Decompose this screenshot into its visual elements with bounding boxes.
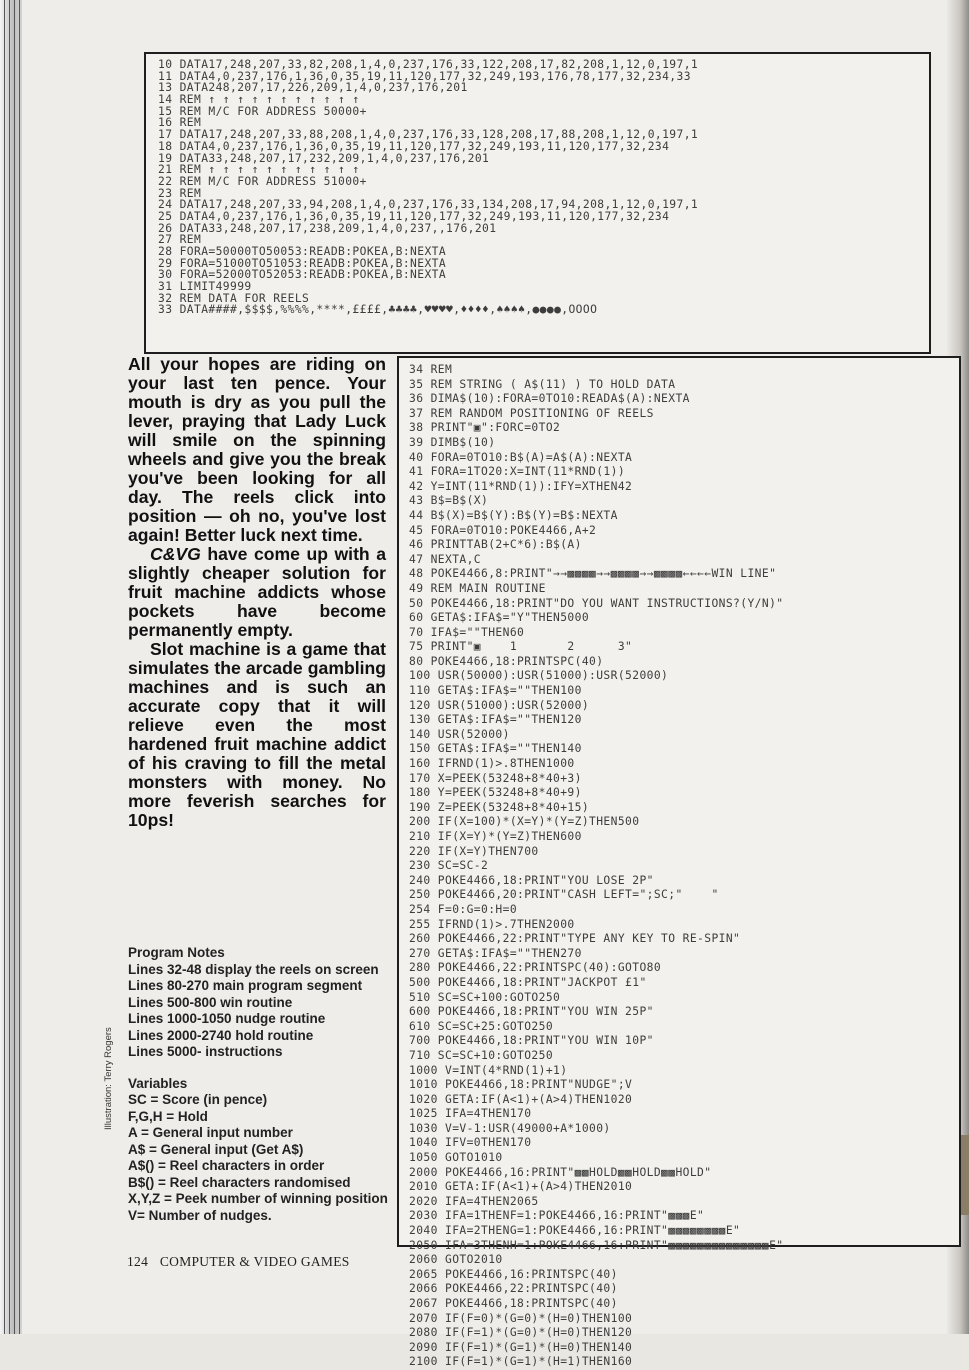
code-line: 32 REM DATA FOR REELS xyxy=(158,292,310,305)
code-block-top xyxy=(158,59,921,316)
variable-line: B$() = Reel characters randomised xyxy=(128,1174,351,1190)
variables-heading: Variables xyxy=(128,1075,188,1091)
code-line: 2060 GOTO2010 xyxy=(409,1253,503,1267)
code-line: 48 POKE4466,8:PRINT"→→▩▩▩▩→→▩▩▩▩→→▩▩▩▩←←←←WIN LINE" xyxy=(409,567,777,581)
code-line: 1000 V=INT(4*RND(1)+1) xyxy=(409,1063,568,1077)
code-line: 39 DIMB$(10) xyxy=(409,435,496,449)
intro-paragraph-1: All your hopes are riding on your last ten pence. Your mouth is dry as you pull the lever, praying that Lady Luck will smile on the spinning wheels and give you the break you've been looking for all day. The reels click into position — oh no, you've lost again! Better luck next time. xyxy=(128,354,386,545)
code-line: 190 Z=PEEK(53248+8*40+15) xyxy=(409,800,590,814)
code-line: 23 REM xyxy=(158,187,202,200)
code-line: 25 DATA4,0,237,176,1,36,0,35,19,11,120,177,32,249,193,11,120,177,32,234 xyxy=(158,210,670,223)
program-notes-list xyxy=(128,962,390,1061)
code-line: 75 PRINT"▣ 1 2 3" xyxy=(409,640,633,654)
code-line: 1050 GOTO1010 xyxy=(409,1151,503,1165)
code-line: 18 DATA4,0,237,176,1,36,0,35,19,11,120,177,32,249,193,11,120,177,32,234 xyxy=(158,140,670,153)
code-line: 43 B$=B$(X) xyxy=(409,494,489,508)
code-line: 255 IFRND(1)>.7THEN2000 xyxy=(409,917,575,931)
spine-line xyxy=(4,0,5,1334)
code-line: 150 GETA$:IFA$=""THEN140 xyxy=(409,742,582,756)
code-line: 510 SC=SC+100:GOTO250 xyxy=(409,990,561,1004)
variable-line: A = General input number xyxy=(128,1125,293,1140)
code-line: 600 POKE4466,18:PRINT"YOU WIN 25P" xyxy=(409,1005,654,1019)
code-line: 160 IFRND(1)>.8THEN1000 xyxy=(409,757,575,771)
program-note-line: Lines 5000- instructions xyxy=(128,1044,283,1059)
code-line: 2020 IFA=4THEN2065 xyxy=(409,1194,539,1208)
code-line: 10 DATA17,248,207,33,82,208,1,4,0,237,176,33,122,208,17,82,208,1,12,0,197,1 xyxy=(158,59,699,71)
code-line: 220 IF(X=Y)THEN700 xyxy=(409,844,539,858)
magazine-name: COMPUTER & VIDEO GAMES xyxy=(159,1254,350,1269)
spine-line xyxy=(9,0,10,1334)
code-line: 500 POKE4466,18:PRINT"JACKPOT £1" xyxy=(409,975,647,989)
code-line: 120 USR(51000):USR(52000) xyxy=(409,698,590,712)
variables-list xyxy=(128,1092,390,1224)
code-line: 170 X=PEEK(53248+8*40+3) xyxy=(409,771,582,785)
program-note-line: Lines 500-800 win routine xyxy=(128,994,293,1010)
code-line: 140 USR(52000) xyxy=(409,727,510,741)
intro-paragraph-2-text: have come up with a slightly cheaper solution for fruit machine addicts whose pockets have become permanently empty. xyxy=(128,544,386,640)
code-line: 41 FORA=1TO20:X=INT(11*RND(1)) xyxy=(409,465,626,479)
code-line: 2070 IF(F=0)*(G=0)*(H=0)THEN100 xyxy=(409,1311,633,1325)
code-line: 34 REM xyxy=(409,363,453,376)
code-line: 280 POKE4466,22:PRINTSPC(40):GOTO80 xyxy=(409,961,662,975)
page-number: 124 xyxy=(127,1254,149,1269)
code-line: 36 DIMA$(10):FORA=0TO10:READA$(A):NEXTA xyxy=(409,392,690,406)
code-line: 60 GETA$:IFA$="Y"THEN5000 xyxy=(409,611,590,625)
spine-line xyxy=(19,0,20,1334)
code-line: 100 USR(50000):USR(51000):USR(52000) xyxy=(409,669,669,683)
code-line: 28 FORA=50000TO50053:READB:POKEA,B:NEXTA xyxy=(158,246,447,258)
code-line: 14 REM ↑ ↑ ↑ ↑ ↑ ↑ ↑ ↑ ↑ ↑ ↑ xyxy=(158,94,360,106)
code-line: 49 REM MAIN ROUTINE xyxy=(409,581,546,595)
code-line: 13 DATA248,207,17,226,209,1,4,0,237,176,201 xyxy=(158,82,468,95)
code-line: 1040 IFV=0THEN170 xyxy=(409,1136,532,1150)
code-line: 70 IFA$=""THEN60 xyxy=(409,625,525,639)
page-spine xyxy=(0,0,22,1334)
illustration-credit: Illustration: Terry Rogers xyxy=(103,1027,114,1130)
intro-paragraph-3: Slot machine is a game that simulates the arcade gambling machines and is such an accurate copy that it will relieve even the most hardened fruit machine addict of his craving to fill the metal monsters with money. No more feverish searches for 10ps! xyxy=(128,639,386,830)
code-line: 42 Y=INT(11*RND(1)):IFY=XTHEN42 xyxy=(409,479,633,493)
code-line: 35 REM STRING ( A$(11) ) TO HOLD DATA xyxy=(409,377,676,391)
code-line: 15 REM M/C FOR ADDRESS 50000+ xyxy=(158,105,367,118)
code-line: 27 REM xyxy=(158,234,202,246)
code-line: 260 POKE4466,22:PRINT"TYPE ANY KEY TO RE-SPIN" xyxy=(409,932,741,946)
code-line: 1030 V=V-1:USR(49000+A*1000) xyxy=(409,1121,611,1135)
code-line: 610 SC=SC+25:GOTO250 xyxy=(409,1019,554,1033)
code-line: 11 DATA4,0,237,176,1,36,0,35,19,11,120,177,32,249,193,176,78,177,32,234,33 xyxy=(158,70,691,83)
variable-line: SC = Score (in pence) xyxy=(128,1092,268,1107)
variable-line: V= Number of nudges. xyxy=(128,1207,272,1223)
variable-line: A$() = Reel characters in order xyxy=(128,1158,325,1173)
code-line: 37 REM RANDOM POSITIONING OF REELS xyxy=(409,406,654,420)
code-line: 30 FORA=52000TO52053:READB:POKEA,B:NEXTA xyxy=(158,269,447,282)
code-line: 47 NEXTA,C xyxy=(409,552,482,566)
code-line: 2000 POKE4466,16:PRINT"▩▩HOLD▩▩HOLD▩▩HOLD" xyxy=(409,1165,712,1179)
code-line: 22 REM M/C FOR ADDRESS 51000+ xyxy=(158,175,367,188)
variable-line: A$ = General input (Get A$) xyxy=(128,1141,304,1157)
code-line: 1010 POKE4466,18:PRINT"NUDGE";V xyxy=(409,1078,633,1092)
code-line: 180 Y=PEEK(53248+8*40+9) xyxy=(409,786,582,800)
code-line: 17 DATA17,248,207,33,88,208,1,4,0,237,176,33,128,208,17,88,208,1,12,0,197,1 xyxy=(158,129,699,141)
program-listing-right xyxy=(397,356,961,1369)
code-line: 2050 IFA=3THENH=1:POKE4466,16:PRINT"▩▩▩▩▩▩▩▩▩▩▩▩▩▩E" xyxy=(409,1238,784,1252)
code-line: 19 DATA33,248,207,17,232,209,1,4,0,237,176,201 xyxy=(158,152,490,165)
code-line: 240 POKE4466,18:PRINT"YOU LOSE 2P" xyxy=(409,873,654,887)
code-line: 230 SC=SC-2 xyxy=(409,859,489,873)
code-line: 2090 IF(F=1)*(G=1)*(H=0)THEN140 xyxy=(409,1340,633,1354)
code-line: 2030 IFA=1THENF=1:POKE4466,16:PRINT"▩▩▩E" xyxy=(409,1209,705,1223)
code-line: 254 F=0:G=0:H=0 xyxy=(409,902,518,916)
code-line: 26 DATA33,248,207,17,238,209,1,4,0,237,,176,201 xyxy=(158,222,497,235)
intro-paragraph-2 xyxy=(128,545,386,640)
code-line: 210 IF(X=Y)*(Y=Z)THEN600 xyxy=(409,830,582,843)
program-notes-heading: Program Notes xyxy=(128,945,225,960)
code-line: 270 GETA$:IFA$=""THEN270 xyxy=(409,946,582,960)
code-line: 40 FORA=0TO10:B$(A)=A$(A):NEXTA xyxy=(409,450,633,464)
code-line: 33 DATA####,$$$$,%%%%,****,££££,♣♣♣♣,♥♥♥♥,♦♦♦♦,♠♠♠♠,●●●●,OOOO xyxy=(158,304,598,317)
variable-line: F,G,H = Hold xyxy=(128,1108,208,1124)
code-line: 1020 GETA:IF(A<1)+(A>4)THEN1020 xyxy=(409,1092,633,1106)
code-line: 16 REM xyxy=(158,117,202,130)
code-line: 700 POKE4466,18:PRINT"YOU WIN 10P" xyxy=(409,1034,654,1048)
page-footer xyxy=(127,1254,350,1270)
program-note-line: Lines 80-270 main program segment xyxy=(128,978,363,993)
program-listing-top xyxy=(144,52,931,354)
code-block-right xyxy=(409,363,953,1370)
code-line: 80 POKE4466,18:PRINTSPC(40) xyxy=(409,654,604,668)
code-line: 130 GETA$:IFA$=""THEN120 xyxy=(409,713,582,727)
code-line: 2080 IF(F=1)*(G=0)*(H=0)THEN120 xyxy=(409,1326,633,1340)
code-line: 29 FORA=51000TO51053:READB:POKEA,B:NEXTA xyxy=(158,257,447,270)
magazine-brand: C&VG xyxy=(150,544,201,564)
program-note-line: Lines 1000-1050 nudge routine xyxy=(128,1011,326,1026)
variable-line: X,Y,Z = Peek number of winning position xyxy=(128,1191,388,1206)
article-intro xyxy=(128,355,386,830)
code-line: 46 PRINTTAB(2+C*6):B$(A) xyxy=(409,538,582,552)
program-note-line: Lines 2000-2740 hold routine xyxy=(128,1027,314,1043)
program-note-line: Lines 32-48 display the reels on screen xyxy=(128,961,379,977)
code-line: 250 POKE4466,20:PRINT"CASH LEFT=";SC;" " xyxy=(409,888,719,902)
code-line: 110 GETA$:IFA$=""THEN100 xyxy=(409,684,582,698)
code-line: 31 LIMIT49999 xyxy=(158,281,252,293)
code-line: 38 PRINT"▣":FORC=0TO2 xyxy=(409,421,561,435)
code-line: 1025 IFA=4THEN170 xyxy=(409,1107,532,1121)
code-line: 2100 IF(F=1)*(G=1)*(H=1)THEN160 xyxy=(409,1355,633,1369)
code-line: 44 B$(X)=B$(Y):B$(Y)=B$:NEXTA xyxy=(409,508,618,522)
code-line: 45 FORA=0TO10:POKE4466,A+2 xyxy=(409,523,597,537)
code-line: 200 IF(X=100)*(X=Y)*(Y=Z)THEN500 xyxy=(409,815,640,829)
code-line: 2065 POKE4466,16:PRINTSPC(40) xyxy=(409,1267,618,1281)
code-line: 2040 IFA=2THENG=1:POKE4466,16:PRINT"▩▩▩▩▩▩▩▩E" xyxy=(409,1224,741,1238)
code-line: 2067 POKE4466,18:PRINTSPC(40) xyxy=(409,1297,618,1310)
code-line: 710 SC=SC+10:GOTO250 xyxy=(409,1048,554,1062)
sidebar-notes xyxy=(128,945,390,1224)
code-line: 24 DATA17,248,207,33,94,208,1,4,0,237,176,33,134,208,17,94,208,1,12,0,197,1 xyxy=(158,199,699,211)
code-line: 2066 POKE4466,22:PRINTSPC(40) xyxy=(409,1282,618,1296)
code-line: 50 POKE4466,18:PRINT"DO YOU WANT INSTRUCTIONS?(Y/N)" xyxy=(409,596,784,610)
spine-line xyxy=(14,0,15,1334)
code-line: 21 REM ↑ ↑ ↑ ↑ ↑ ↑ ↑ ↑ ↑ ↑ ↑ xyxy=(158,164,360,176)
code-line: 2010 GETA:IF(A<1)+(A>4)THEN2010 xyxy=(409,1180,633,1194)
